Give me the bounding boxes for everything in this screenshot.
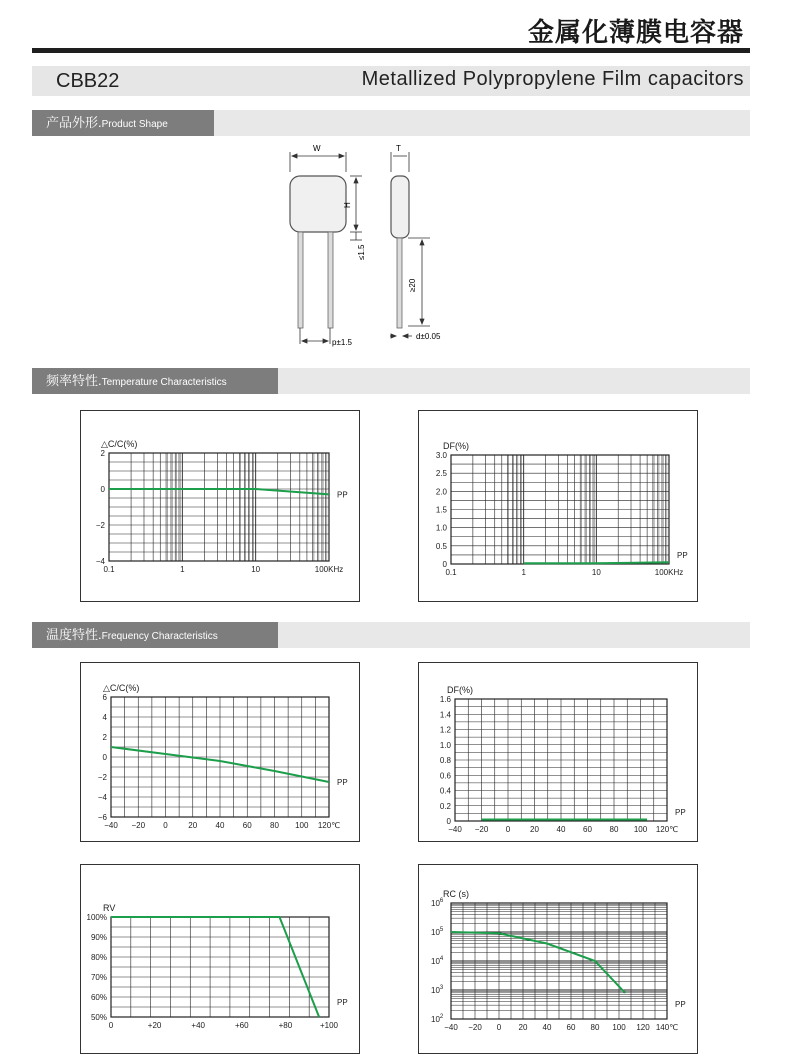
x-tick-label: 80 xyxy=(609,825,619,834)
x-tick-label: 20 xyxy=(518,1023,528,1032)
x-tick-label: 60 xyxy=(583,825,592,834)
chart-cap-vs-temperature xyxy=(81,663,359,841)
x-tick-label: 0 xyxy=(505,825,511,834)
y-tick-label: 0 xyxy=(102,753,107,762)
x-tick-label: 140℃ xyxy=(655,1023,679,1032)
x-tick-label: +100 xyxy=(319,1021,339,1030)
y-tick-label: 2 xyxy=(100,449,105,458)
x-tick-label: −20 xyxy=(474,825,489,834)
y-tick-label: 4 xyxy=(102,713,107,722)
x-tick-label: 60 xyxy=(566,1023,576,1032)
x-tick-label: 1 xyxy=(180,565,185,574)
x-tick-label: 60 xyxy=(242,821,252,830)
y-tick-label: 2.5 xyxy=(435,469,447,479)
y-tick-label: $10^6$ xyxy=(431,898,444,908)
x-tick-label: 0.1 xyxy=(103,565,115,574)
chinese-title: 金属化薄膜电容器 xyxy=(527,17,744,47)
series-label-pp: PP xyxy=(337,490,348,500)
chart-frame-2 xyxy=(418,410,698,602)
dim-t-label: T xyxy=(396,144,401,153)
x-tick-label: +40 xyxy=(191,1021,205,1030)
y-tick-label: 1.4 xyxy=(439,710,451,720)
dim-ge20-label: ≥20 xyxy=(408,278,417,292)
x-tick-label: 100 xyxy=(612,1023,626,1032)
capacitor-body-front xyxy=(290,176,346,232)
y-tick-label: 60% xyxy=(90,993,107,1002)
x-tick-label: −20 xyxy=(468,1023,482,1032)
x-tick-label: +60 xyxy=(235,1021,249,1030)
y-tick-label: 90% xyxy=(90,933,107,942)
chart-df-vs-frequency xyxy=(419,411,697,601)
y-tick-label: −6 xyxy=(97,813,107,822)
header-rule xyxy=(32,48,750,53)
x-tick-label: −40 xyxy=(448,825,462,834)
section-label-shape xyxy=(32,110,214,136)
series-label-pp: PP xyxy=(337,998,348,1007)
x-tick-label: 10 xyxy=(251,565,261,574)
y-tick-label: 0 xyxy=(446,817,451,826)
chart-title: DF(%) xyxy=(447,685,473,695)
y-tick-label: $10^4$ xyxy=(431,956,444,966)
section-cn: 产品外形. xyxy=(46,115,102,130)
x-tick-label: 1 xyxy=(521,568,526,577)
model-name: CBB22 xyxy=(56,70,120,92)
chart-frame-1 xyxy=(80,410,360,602)
lead-left xyxy=(298,232,303,328)
y-tick-label: 0.5 xyxy=(435,541,447,551)
y-tick-label: 1.0 xyxy=(439,740,451,750)
y-tick-label: 80% xyxy=(90,953,107,962)
lead-right xyxy=(328,232,333,328)
dim-le15-label: ≤1.5 xyxy=(357,244,366,260)
y-tick-label: $10^2$ xyxy=(431,1014,444,1024)
x-tick-label: 0.1 xyxy=(445,568,457,577)
x-tick-label: 80 xyxy=(590,1023,600,1032)
chart-frame-6 xyxy=(418,864,698,1054)
y-tick-label: 1.6 xyxy=(439,695,451,704)
section-cn: 温度特性. xyxy=(46,627,102,642)
section-bar-shape xyxy=(32,110,750,136)
dim-w-label: W xyxy=(313,144,321,153)
y-tick-label: 3.0 xyxy=(435,451,447,460)
product-shape-drawing xyxy=(270,138,490,353)
section-en: Product Shape xyxy=(101,119,168,130)
section-bar-temperature xyxy=(32,622,750,648)
dim-d-label: d±0.05 xyxy=(416,332,441,341)
x-tick-label: 100 xyxy=(295,821,309,830)
y-tick-label: 1.2 xyxy=(439,725,451,735)
x-tick-label: 100 xyxy=(633,825,648,834)
x-tick-label: 0 xyxy=(108,1021,114,1030)
y-tick-label: −4 xyxy=(97,793,107,802)
chart-rc-vs-temperature xyxy=(419,865,697,1053)
section-en: Temperature Characteristics xyxy=(101,377,227,388)
x-tick-label: +80 xyxy=(278,1021,293,1030)
x-tick-label: 40 xyxy=(556,825,566,834)
chart-frame-5 xyxy=(80,864,360,1054)
y-tick-label: $10^3$ xyxy=(431,985,444,995)
x-tick-label: 40 xyxy=(542,1023,552,1032)
chart-title: DF(%) xyxy=(443,441,469,451)
x-tick-label: 120℃ xyxy=(317,821,341,830)
y-tick-label: 0.4 xyxy=(439,786,451,796)
series-label-pp: PP xyxy=(675,808,686,817)
chart-df-vs-temperature xyxy=(419,663,697,841)
y-tick-label: −4 xyxy=(95,557,105,566)
x-tick-label: 100KHz xyxy=(654,568,684,577)
y-tick-label: 1.0 xyxy=(435,523,447,533)
dim-p-label: p±1.5 xyxy=(332,338,352,347)
chart-frame-4 xyxy=(418,662,698,842)
y-tick-label: 0.2 xyxy=(439,801,451,811)
section-label-frequency xyxy=(32,368,278,394)
x-tick-label: 20 xyxy=(188,821,198,830)
y-tick-label: $10^5$ xyxy=(431,927,444,937)
capacitor-body-side xyxy=(391,176,409,238)
x-tick-label: 40 xyxy=(215,821,225,830)
series-label-pp: PP xyxy=(675,1000,686,1009)
chart-rv-vs-temperature xyxy=(81,865,359,1053)
series-label-pp: PP xyxy=(677,551,688,560)
y-tick-label: 70% xyxy=(90,973,107,982)
series-line-pp xyxy=(109,489,329,494)
y-tick-label: 1.5 xyxy=(435,505,447,515)
x-tick-label: −40 xyxy=(104,821,118,830)
chart-title: RV xyxy=(103,903,116,913)
y-tick-label: 2 xyxy=(102,733,107,742)
y-tick-label: 100% xyxy=(86,913,107,922)
y-tick-label: 0.8 xyxy=(439,756,451,765)
x-tick-label: 80 xyxy=(270,821,279,830)
x-tick-label: 20 xyxy=(530,825,539,834)
y-tick-label: 2.0 xyxy=(435,487,447,497)
x-tick-label: +20 xyxy=(147,1021,162,1030)
series-label-pp: PP xyxy=(337,778,348,787)
y-tick-label: 50% xyxy=(90,1013,107,1022)
section-en: Frequency Characteristics xyxy=(101,631,218,642)
y-tick-label: 0.6 xyxy=(439,771,451,781)
x-tick-label: 120 xyxy=(636,1023,650,1032)
y-tick-label: 0 xyxy=(442,560,447,569)
y-tick-label: 6 xyxy=(102,693,107,702)
chart-title: △C/C(%) xyxy=(101,439,138,449)
chart-title: RC (s) xyxy=(443,889,469,899)
x-tick-label: 10 xyxy=(591,568,601,577)
y-tick-label: 0 xyxy=(100,485,105,494)
x-tick-label: 0 xyxy=(496,1023,502,1032)
dim-h-label: H xyxy=(343,202,352,208)
x-tick-label: 100KHz xyxy=(314,565,344,574)
chart-title: △C/C(%) xyxy=(103,683,140,693)
y-tick-label: −2 xyxy=(97,773,107,782)
x-tick-label: 0 xyxy=(163,821,168,830)
lead-side xyxy=(397,238,402,328)
y-tick-label: −2 xyxy=(95,521,105,530)
x-tick-label: 120℃ xyxy=(655,825,679,834)
section-label-temperature xyxy=(32,622,278,648)
chart-cap-vs-frequency xyxy=(81,411,359,601)
x-tick-label: −40 xyxy=(444,1023,458,1032)
series-line-pp xyxy=(524,562,669,563)
chart-frame-3 xyxy=(80,662,360,842)
section-cn: 频率特性. xyxy=(46,373,102,388)
x-tick-label: −20 xyxy=(131,821,146,830)
section-bar-frequency xyxy=(32,368,750,394)
english-title: Metallized Polypropylene Film capacitors xyxy=(361,68,744,90)
